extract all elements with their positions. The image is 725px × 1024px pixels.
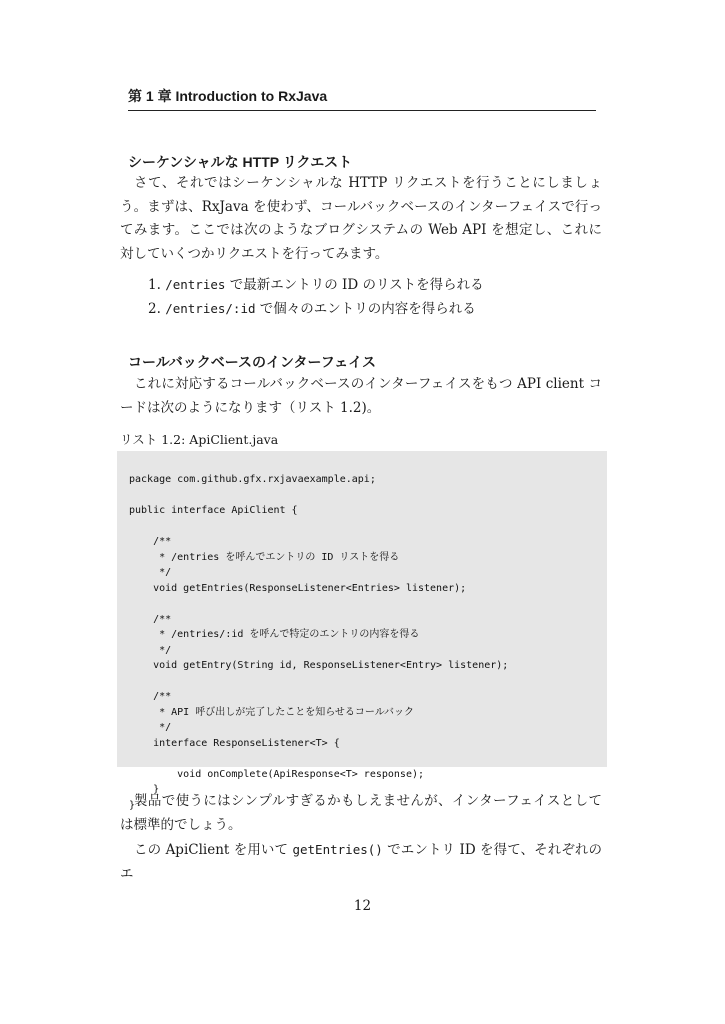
- list-text: で個々のエントリの内容を得られる: [259, 301, 476, 317]
- list-number: 1.: [148, 277, 161, 293]
- closing-paragraph: 製品で使うにはシンプルすぎるかもしえませんが、インターフェイスとしては標準的でしょう。: [120, 793, 602, 833]
- continuation-text-start: この ApiClient を用いて: [134, 842, 293, 858]
- list-text: で最新エントリの ID のリストを得られる: [229, 277, 484, 293]
- callback-paragraph: これに対応するコールバックベースのインターフェイスをもつ API client コードは次のようになります（リスト 1.2)。: [120, 376, 602, 416]
- section-title-sequential-http: シーケンシャルな HTTP リクエスト: [128, 154, 353, 170]
- endpoint-code: /entries: [165, 277, 226, 292]
- continuation-text-end: でエントリ ID を得て、それぞれのエ: [120, 842, 603, 882]
- endpoint-code: /entries/:id: [165, 301, 256, 316]
- continuation-paragraph: [120, 838, 602, 886]
- page-number: 12: [353, 898, 372, 914]
- method-code: getEntries(): [292, 842, 383, 857]
- intro-paragraph: さて、それではシーケンシャルな HTTP リクエストを行うことにしましょう。まずは、RxJava を使わず、コールバックベースのインターフェイスで行ってみます。ここでは次のようなブログシステムの Web API を想定し、これに対していくつかリクエストを行ってみます。: [120, 175, 602, 262]
- code-listing: [117, 451, 607, 811]
- list-item: [148, 273, 484, 297]
- list-item: [148, 297, 484, 321]
- list-number: 2.: [148, 301, 161, 317]
- section-title-callback-interface: コールバックベースのインターフェイス: [128, 354, 376, 370]
- listing-caption: リスト 1.2: ApiClient.java: [120, 432, 279, 447]
- chapter-header: 第 1 章 Introduction to RxJava: [128, 86, 596, 111]
- endpoint-list: [148, 273, 484, 321]
- code-block: package com.github.gfx.rxjavaexample.api; public interface ApiClient { /** * /entries を呼んでエントリの ID リストを得る */ void getEntries(ResponseListener<Entries> listener); /** * /entries/:id を呼んで特定のエントリの内容を得る */ void getEntry(String id, ResponseListener<Entry> listener); /** * API 呼び出しが完了したことを知らせるコールバック */ interface ResponseListener<T> { void onComplete(ApiResponse<T> response); } }: [129, 474, 509, 811]
